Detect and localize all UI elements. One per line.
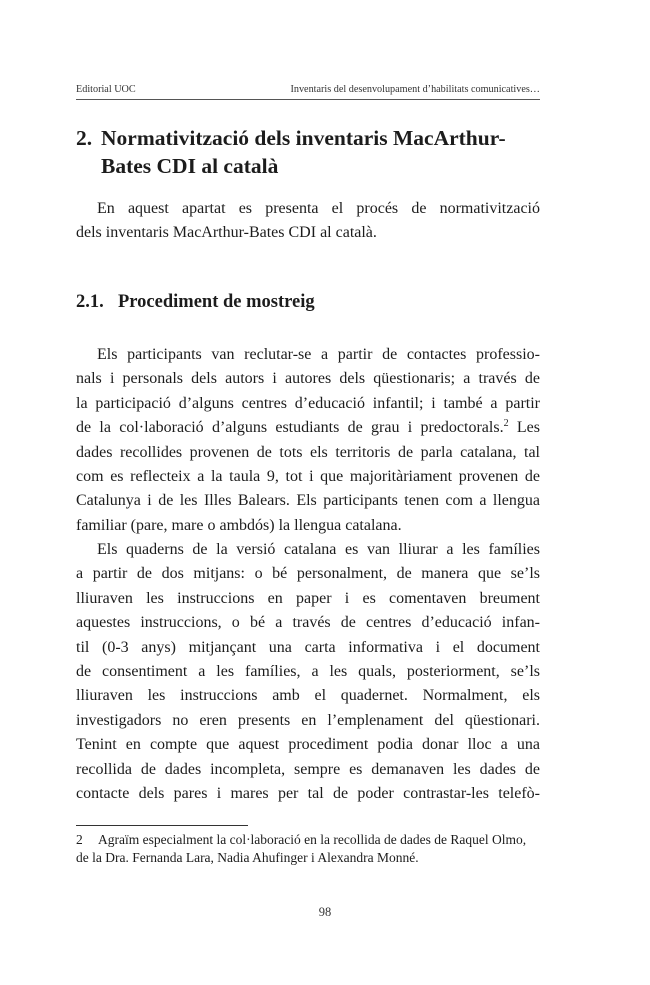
paragraph-line: familiar (pare, mare o ambdós) la llengua catalana. [76, 516, 402, 534]
paragraph-line-with-footnote [76, 416, 540, 440]
footnote-number: 2 [76, 832, 83, 847]
paragraph-line: Els participants van reclutar-se a partir de contactes professio- [97, 346, 540, 363]
paragraph-line: investigadors no eren presents en l’emplenament del qüestionari. [76, 711, 540, 729]
footnote-reference[interactable]: 2 [503, 418, 509, 430]
paragraph-line: lliuraven les instruccions amb el quadernet. Normalment, els [76, 687, 540, 705]
paragraph-line: Catalunya i de les Illes Balears. Els participants tenen com a llengua [76, 492, 540, 510]
paragraph-line-text: de la col·laboració d’alguns estudiants de grau i predoctorals. [76, 419, 504, 437]
intro-line: En aquest apartat es presenta el procés de normativització [97, 200, 540, 217]
running-head-left: Editorial UOC [76, 84, 136, 95]
paragraph-line: contacte dels pares i mares per tal de poder contrastar-les telefò- [76, 784, 540, 802]
paragraph-line: Tenint en compte que aquest procediment podia donar lloc a una [76, 736, 540, 754]
paragraph-line: aquestes instruccions, o bé a través de centres d’educació infan- [76, 614, 540, 632]
subsection-heading [76, 290, 315, 314]
paragraph-distribution [76, 538, 540, 806]
section-title-line1: Normativització dels inventaris MacArthur- [101, 126, 506, 150]
paragraph-line: lliuraven les instruccions en paper i es comentaven breument [76, 589, 540, 607]
subsection-title: Procediment de mostreig [118, 292, 315, 312]
paragraph-sampling [76, 343, 540, 538]
paragraph-line: com es reflecteix a la taula 9, tot i que majoritàriament provenen de [76, 467, 540, 485]
footnote-line: de la Dra. Fernanda Lara, Nadia Ahufinger i Alexandra Monné. [76, 850, 419, 865]
paragraph-line: dades recollides provenen de tots els territoris de parla catalana, tal [76, 443, 540, 461]
paragraph-line: recollida de dades incompleta, sempre es demanaven les dades de [76, 760, 540, 778]
paragraph-line: til (0-3 anys) mitjançant una carta informativa i el document [76, 638, 540, 656]
section-title-line2: Bates CDI al català [101, 154, 279, 178]
section-heading [76, 124, 546, 180]
running-head-right: Inventaris del desenvolupament d’habilitats comunicatives… [290, 84, 540, 95]
paragraph-line: de consentiment a les famílies, a les quals, posteriorment, se’ls [76, 662, 540, 680]
paragraph-line: la participació d’alguns centres d’educació infantil; i també a partir [76, 394, 540, 412]
paragraph-line: a partir de dos mitjans: o bé personalment, de manera que se’ls [76, 565, 540, 583]
paragraph-line: Els quaderns de la versió catalana es van lliurar a les famílies [97, 541, 540, 558]
intro-line: dels inventaris MacArthur-Bates CDI al català. [76, 224, 377, 242]
footnote-divider [76, 825, 248, 826]
page-number: 98 [318, 905, 332, 919]
footnote-line [76, 831, 540, 849]
section-number: 2. [76, 126, 93, 150]
paragraph-line: nals i personals dels autors i autores dels qüestionaris; a través de [76, 370, 540, 388]
footnote [76, 831, 540, 867]
footnote-text: Agraïm especialment la col·laboració en la recollida de dades de Raquel Olmo, [98, 832, 527, 847]
running-head [76, 84, 540, 100]
paragraph-line-tail: Les [516, 419, 541, 437]
intro-paragraph [76, 197, 540, 246]
subsection-number: 2.1. [76, 292, 104, 312]
